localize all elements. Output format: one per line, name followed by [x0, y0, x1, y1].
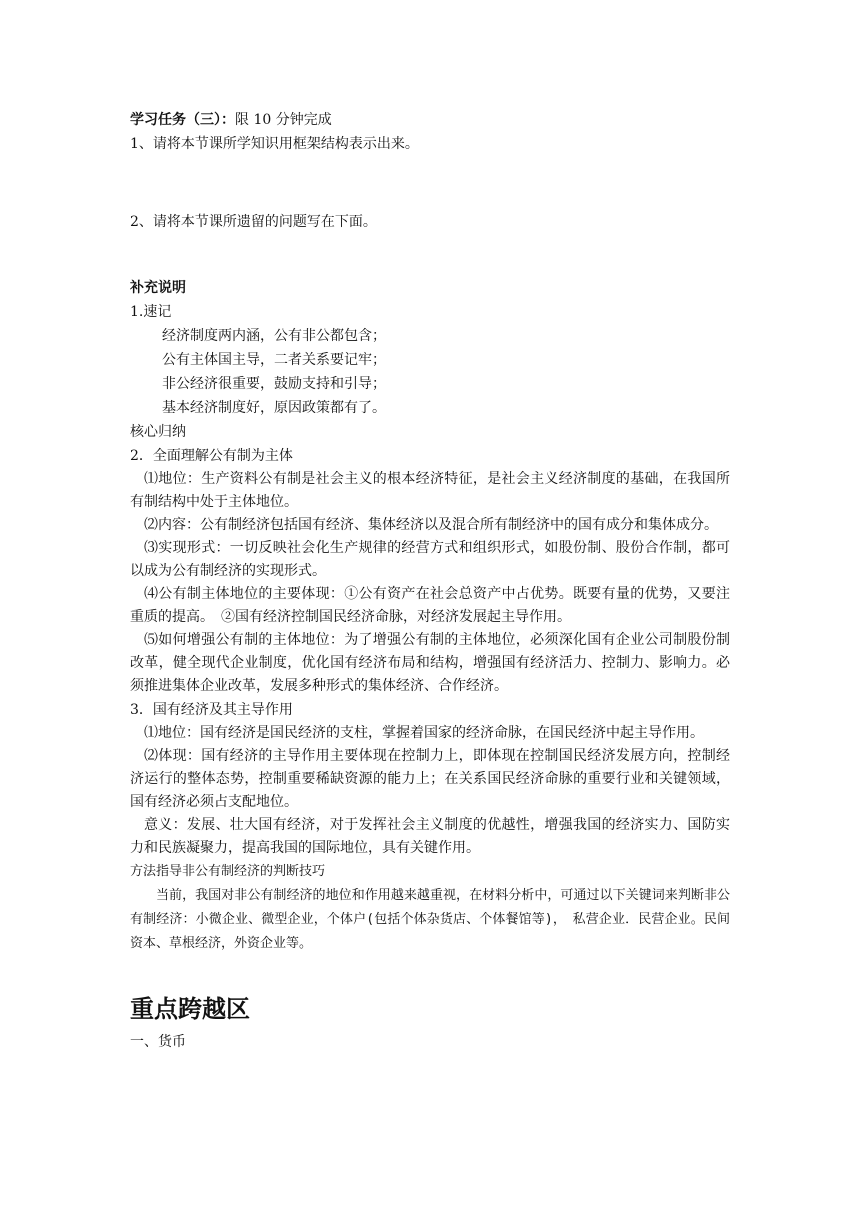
document-content	[130, 108, 730, 1054]
core-title: 核心归纳	[130, 424, 186, 440]
memo-verse: 经济制度两内涵，公有非公都包含；	[162, 328, 386, 344]
section-2-title: 2．全面理解公有制为主体	[130, 448, 293, 464]
method-paragraph: 当前，我国对非公有制经济的地位和作用越来越重视，在材料分析中，可通过以下关键词来判断非公有制经济：小微企业、微型企业，个体户(包括个体杂货店、个体餐馆等)， 私营企业．民营企业。民间资本、草根经济，外资企业等。	[130, 888, 730, 951]
section-3-title: 3．国有经济及其主导作用	[130, 702, 293, 718]
section-3-paragraph: ⑵体现：国有经济的主导作用主要体现在控制力上，即体现在控制国民经济发展方向，控制经济运行的整体态势，控制重要稀缺资源的能力上；在关系国民经济命脉的重要行业和关键领域，国有经济必须占支配地位。	[130, 748, 730, 810]
task-item-2: 2、请将本节课所遗留的问题写在下面。	[130, 214, 377, 230]
task-title	[130, 108, 730, 132]
section-subheading: 一、货币	[130, 1034, 186, 1050]
section-2-paragraph: ⑸如何增强公有制的主体地位：为了增强公有制的主体地位，必须深化国有企业公司制股份制改革，健全现代企业制度，优化国有经济布局和结构，增强国有经济活力、控制力、影响力。必须推进集体企业改革，发展多种形式的集体经济、合作经济。	[130, 632, 730, 694]
section-2-paragraph: ⑴地位：生产资料公有制是社会主义的根本经济特征，是社会主义经济制度的基础，在我国所有制结构中处于主体地位。	[130, 471, 730, 510]
section-heading: 重点跨越区	[130, 995, 250, 1023]
memo-verse: 公有主体国主导，二者关系要记牢；	[162, 352, 386, 368]
section-3-paragraph: ⑴地位：国有经济是国民经济的支柱，掌握着国家的经济命脉，在国民经济中起主导作用。	[144, 725, 704, 741]
memo-title: 1.速记	[130, 304, 172, 320]
task-item-1: 1、请将本节课所学知识用框架结构表示出来。	[130, 136, 419, 152]
section-2-paragraph: ⑷公有制主体地位的主要体现：①公有资产在社会总资产中占优势。既要有量的优势，又要注重质的提高。 ②国有经济控制国民经济命脉，对经济发展起主导作用。	[130, 586, 730, 625]
task-title-rest: 限 10 分钟完成	[235, 112, 332, 128]
section-2-paragraph: ⑶实现形式：一切反映社会化生产规律的经营方式和组织形式，如股份制、股份合作制，都可以成为公有制经济的实现形式。	[130, 540, 730, 579]
section-2-paragraph: ⑵内容：公有制经济包括国有经济、集体经济以及混合所有制经济中的国有成分和集体成分。	[144, 517, 718, 533]
task-title-bold: 学习任务（三）：	[130, 112, 235, 128]
memo-verse: 非公经济很重要，鼓励支持和引导；	[162, 376, 386, 392]
memo-verse: 基本经济制度好，原因政策都有了。	[162, 400, 386, 416]
method-title: 方法指导非公有制经济的判断技巧	[130, 864, 326, 879]
supplement-heading: 补充说明	[130, 280, 186, 296]
section-3-paragraph: 意义：发展、壮大国有经济，对于发挥社会主义制度的优越性，增强我国的经济实力、国防实力和民族凝聚力，提高我国的国际地位，具有关键作用。	[130, 817, 730, 856]
